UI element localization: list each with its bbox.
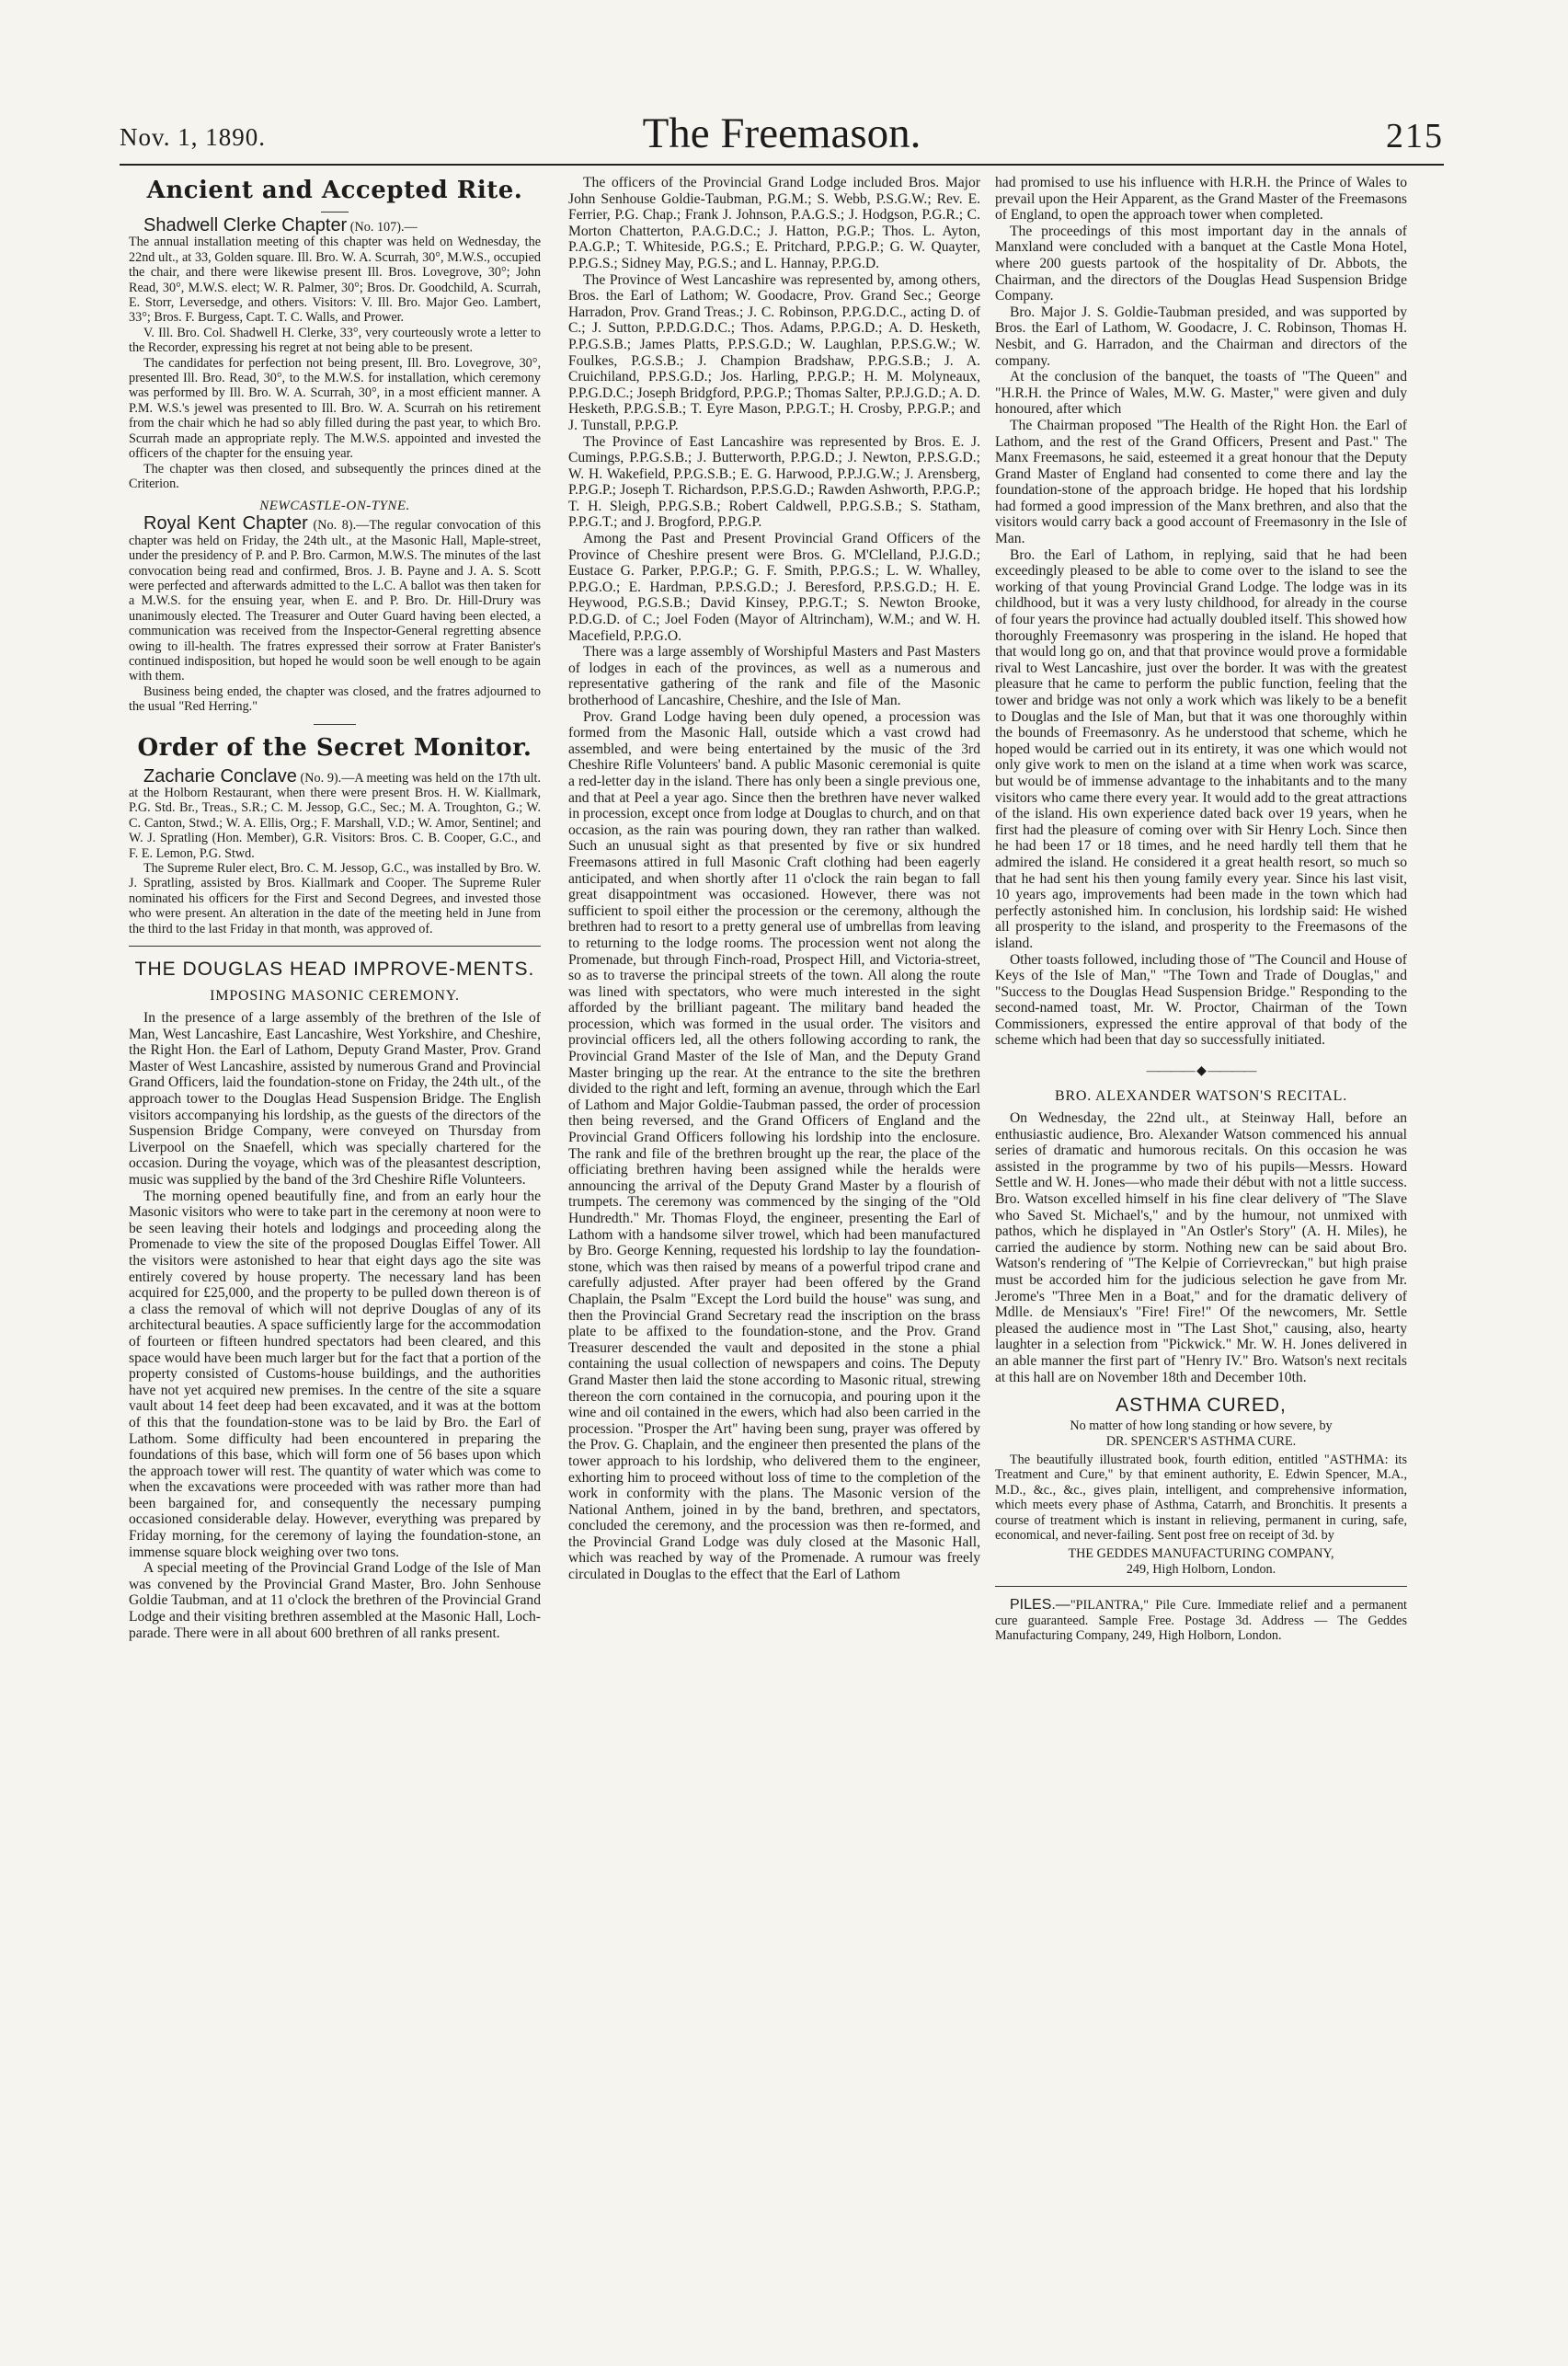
divider	[314, 724, 356, 725]
divider	[995, 1586, 1407, 1587]
zacharie-number: (No. 9).—	[296, 770, 355, 786]
advert-company: THE GEDDES MANUFACTURING COMPANY,	[1068, 1546, 1334, 1562]
ornament-divider: ———— ◆ ————	[1146, 1064, 1256, 1079]
article-subtitle: IMPOSING MASONIC CEREMONY.	[210, 988, 460, 1005]
article-paragraph: Among the Past and Present Provincial Grand Officers of the Province of Cheshire present were Bros. G. M'Clelland, P.J.G.D.; Eustace G. Parker, P.P.G.P.; G. F. Smith, P.P.G.S.; L. W. Whalley, P.P.G.O.; E. Hardman, P.P.S.G.D.; J. Beresford, P.P.S.G.D.; H. E. Heywood, P.G.S.B.; David Kinsey, P.P.G.T.; S. Newton Brooke, P.D.G.D. of C.; Joel Foden (Mayor of Altrincham), W.M.; and W. H. Macefield, P.P.G.O.	[568, 531, 980, 644]
section-title-ancient-rite: Ancient and Accepted Rite.	[146, 177, 523, 204]
article-paragraph: At the conclusion of the banquet, the toasts of "The Queen" and "H.R.H. the Prince of Wales, M.W. G. Master," were given and duly honoured, after which	[995, 369, 1407, 418]
article-paragraph: Bro. Major J. S. Goldie-Taubman presided, and was supported by Bros. the Earl of Lathom, W. Goodacre, J. C. Robinson, Thomas H. Nesbit, and G. Harradon, and the Chairman and directors of the company.	[995, 304, 1407, 369]
column-3	[995, 175, 1407, 1643]
article-title-watson-recital: BRO. ALEXANDER WATSON'S RECITAL.	[1054, 1088, 1348, 1105]
article-paragraph: Other toasts followed, including those of "The Council and House of Keys of the Isle of Man," "The Town and Trade of Douglas," and "Success to the Douglas Head Suspension Bridge." Responding to the second-named toast, Mr. W. Proctor, Chairman of the Town Commissioners, expressed the entire approval of that body of the scheme which had been that day so successfully initiated.	[995, 951, 1407, 1049]
advert-body: The beautifully illustrated book, fourth edition, entitled "ASTHMA: its Treatment and Cure," by that eminent authority, E. Edwin Spencer, M.A., M.D., &c., &c., gives plain, intelligent, and comprehensive information, which meets every phase of Asthma, Catarrh, and Bronchitis. It presents a course of treatment which is instant in relieving, permanent in curing, safe, economical, and never-failing. Sent post free on receipt of 3d. by	[995, 1452, 1407, 1543]
shadwell-paragraph: The chapter was then closed, and subsequently the princes dined at the Criterion.	[129, 461, 541, 491]
watson-paragraph: On Wednesday, the 22nd ult., at Steinway Hall, before an enthusiastic audience, Bro. Alexander Watson commenced his annual series of dramatic and humorous recitals. On this occasion he was assisted in the programme by two of his pupils—Messrs. Howard Settle and W. H. Jones—who made their début with not a little success. Bro. Watson excelled himself in his fine clear delivery of "The Slave who Saved St. Michael's," and by the humour, not unmixed with pathos, which he displayed in "An Ostler's Story" (A. H. Miles), he carried the audience by storm. Nothing new can be said about Bro. Watson's rendering of "The Kelpie of Corrievreckan," but high praise must be accorded him for the judicious selection he gave from Mr. Jerome's "Three Men in a Boat," and for the dramatic delivery of Mdlle. de Mensiaux's "Fire! Fire!" Of the newcomers, Mr. Settle pleased the audience most in "The Last Shot," causing, also, hearty laughter in a selection from "Pickwick." Mr. W. H. Jones delivered in an able manner the first part of "Henry IV." Bro. Watson's next recitals at this hall are on November 18th and December 10th.	[995, 1110, 1407, 1385]
douglas-paragraph: A special meeting of the Provincial Grand Lodge of the Isle of Man was convened by the Provincial Grand Master, Bro. John Senhouse Goldie Taubman, and at 11 o'clock the brethren of the Provincial Grand Lodge and their visiting brethren assembled at the Masonic Hall, Loch-parade. There were in all about 600 brethren of all ranks present.	[129, 1560, 541, 1641]
zacharie-paragraph: A meeting was held on the 17th ult. at the Holborn Restaurant, when there were present Bros. H. W. Kiallmark, P.G. Std. Br., Treas., S.R.; C. M. Jessop, G.C., Sec.; M. A. Troughton, G.; W. C. Canton, Stwd.; W. A. Ellis, Org.; F. Marshall, V.D.; W. Amor, Sentinel; and W. J. Spratling (Hon. Member), G.R. Visitors: Bros. C. B. Cooper, G.C., and F. E. Lemon, P.G. Stwd.	[129, 770, 542, 861]
shadwell-paragraph: V. Ill. Bro. Col. Shadwell H. Clerke, 33°, very courteously wrote a letter to the Recorder, expressing his regret at not being able to be present.	[129, 325, 541, 356]
douglas-paragraph: In the presence of a large assembly of the brethren of the Isle of Man, West Lancashire, East Lancashire, West Yorkshire, and Cheshire, the Right Hon. the Earl of Lathom, Deputy Grand Master, Prov. Grand Master of West Lancashire, assisted by numerous Grand and Provincial Grand Officers, laid the foundation-stone on Friday, the 24th ult., of the approach tower to the Douglas Head Suspension Bridge. The English visitors accompanying his lordship, as the guests of the directors of the Suspension Bridge Company, were conveyed on Thursday from Liverpool on the Snaefell, which was specially chartered for the occasion. During the voyage, which was of the pleasantest description, music was supplied by the band of the 3rd Cheshire Rifle Volunteers.	[129, 1010, 541, 1188]
article-paragraph: There was a large assembly of Worshipful Masters and Past Masters of lodges in each of the provinces, as well as a numerous and representative gathering of the rank and file of the Masonic brotherhood of Lancashire, Cheshire, and the Isle of Man.	[568, 644, 980, 708]
article-paragraph: The Chairman proposed "The Health of the Right Hon. the Earl of Lathom, and the rest of the Grand Officers, Present and Past." The Manx Freemasons, he said, esteemed it a great honour that the Deputy Grand Master of England had consented to come there and lay the foundation-stone of the approach bridge. He hoped that his lordship had formed a good impression of the Manx brethren, and also that the visitors would carry back a good account of Freemasonry in the Isle of Man.	[995, 417, 1407, 547]
shadwell-chapter-number: (No. 107).—	[347, 220, 418, 235]
advert-piles-title: PILES.—	[1010, 1597, 1070, 1614]
shadwell-paragraph: The annual installation meeting of this chapter was held on Wednesday, the 22nd ult., at 33, Golden square. Ill. Bro. W. A. Scurrah, 30°, M.W.S., occupied the chair, and there were likewise present Ill. Bros. Lovegrove, 30°; John Read, 30°, M.W.S. elect; W. R. Palmer, 30°; Bros. Dr. Goodchild, A. Scurrah, E. Storr, Leversedge, and others. Visitors: V. Ill. Bro. Major Geo. Lambert, 33°; Bros. F. Burgess, Capt. T. C. Walls, and Prower.	[129, 235, 541, 326]
advert-piles-text: "PILANTRA," Pile Cure. Immediate relief and a permanent cure guaranteed. Sample Free. Postage 3d. Address — The Geddes Manufacturing Company, 249, High Holborn, London.	[995, 1598, 1407, 1644]
section-title-secret-monitor: Order of the Secret Monitor.	[137, 733, 532, 762]
article-paragraph: had promised to use his influence with H.R.H. the Prince of Wales to prevail upon the Heir Apparent, as the Grand Master of the Freemasons of England, to open the approach tower when completed.	[995, 175, 1407, 224]
advert-line: No matter of how long standing or how severe, by	[1070, 1418, 1333, 1434]
shadwell-chapter-heading: Shadwell Clerke Chapter	[143, 215, 348, 235]
divider	[129, 946, 541, 947]
royal-kent-report	[129, 513, 542, 684]
column-1	[129, 175, 541, 1641]
zacharie-paragraph: The Supreme Ruler elect, Bro. C. M. Jessop, G.C., was installed by Bro. W. J. Spratling, assisted by Bros. Kiallmark and Cooper. The Supreme Ruler nominated his officers for the First and Second Degrees, and invested those who were present. An alteration in the date of the meeting held in June from the third to the last Friday in that month, was approved of.	[129, 861, 541, 936]
article-paragraph: The officers of the Provincial Grand Lodge included Bros. Major John Senhouse Goldie-Taubman, P.G.M.; S. Webb, P.S.G.W.; Rev. E. Ferrier, P.G. Chap.; Frank J. Johnson, P.A.G.S.; J. Hodgson, P.G.R.; C. Morton Chatterton, P.A.G.D.C.; J. Hatton, P.G.P.; Thos. L. Ayton, P.A.G.P.; T. Whiteside, P.G.S.; E. Pritchard, P.P.G.P.; G. W. Quayter, P.P.G.S.; Sidney May, P.G.S.; and L. Hannay, P.P.G.D.	[568, 175, 980, 271]
article-paragraph: The proceedings of this most important day in the annals of Manxland were concluded with a banquet at the Castle Mona Hotel, where 200 guests partook of the hospitality of Dr. Abbots, the Chairman, and the directors of the Douglas Head Suspension Bridge Company.	[995, 223, 1407, 304]
article-title-douglas-head: THE DOUGLAS HEAD IMPROVE-MENTS.	[134, 959, 535, 981]
page-number: 215	[1386, 117, 1444, 155]
advert-piles	[995, 1598, 1407, 1643]
masthead	[120, 109, 1444, 166]
zacharie-heading: Zacharie Conclave	[143, 765, 297, 787]
place-heading-newcastle: NEWCASTLE-ON-TYNE.	[259, 499, 410, 514]
royal-kent-paragraph: The regular convocation of this chapter was held on Friday, the 24th ult., at the Masonic Hall, Maple-street, under the presidency of P. and P. Bro. Carmon, M.W.S. The minutes of the last convocation being read and confirmed, Bros. J. B. Payne and J. A. S. Scott were perfected and afterwards admitted to the L.C. A ballot was then taken for a M.W.S. for the ensuing year, when E. and P. Bro. Dr. Hill-Drury was unanimously elected. The Treasurer and Outer Guard having been elected, a communication was received from the Inspector-General regretting absence owing to ill-health. The fratres expressed their sorrow at Frater Banister's continued indisposition, but hoped he would soon be well enough to be again with them.	[129, 518, 542, 684]
issue-date: Nov. 1, 1890.	[120, 123, 266, 151]
shadwell-report-intro	[129, 215, 541, 235]
royal-kent-heading: Royal Kent Chapter	[143, 513, 308, 534]
article-paragraph: Prov. Grand Lodge having been duly opened, a procession was formed from the Masonic Hall, outside which a vast crowd had assembled, and were being entertained by the music of the 3rd Cheshire Rifle Volunteers' band. A public Masonic ceremonial is quite a red-letter day in the island. There has only been a single previous one, and that at Peel a year ago. Since then the brethren have never walked in procession, except once from lodge at Douglas to church, and on that occasion, as the rain was pouring down, they ran rather than walked. Such an unusual sight as that presented by five or six hundred Freemasons attired in full Masonic Craft clothing had been eagerly anticipated, and when shortly after 11 o'clock the rain began to fall great disappointment was occasioned. However, there was not sufficient to spoil either the procession or the ceremony, although the brethren had to resort to a pretty general use of umbrellas from leaving to returning to the lodge rooms. The procession went not along the Promenade, but through Finch-road, Prospect Hill, and Victoria-street, so as to traverse the principal streets of the town. All along the route was lined with spectators, who were much interested in the sight afforded by the brilliant pageant. The military band headed the procession, which was formed in the usual order. The visitors and provincial officers led, all the others following according to rank, the Provincial Grand Master of the Isle of Man, and the Deputy Grand Master bringing up the rear. At the entrance to the site the brethren divided to the right and left, forming an avenue, through which the Earl of Lathom and Major Goldie-Taubman passed, the order of procession then being reversed, and the Grand Officers of England and the Provincial Grand Officers following his lordship into the enclosure. The rank and file of the brethren brought up the rear, the place of the officiating brethren having been assigned while the heralds were announcing the arrival of the Deputy Grand Master by a flourish of trumpets. The ceremony was commenced by the singing of the "Old Hundredth." Mr. Thomas Floyd, the engineer, presenting the Earl of Lathom with a handsome silver trowel, which had been manufactured by Bro. George Kenning, requested his lordship to lay the foundation-stone, which was then raised by means of a powerful tripod crane and carefully adjusted. After prayer had been offered by the Grand Chaplain, the Psalm "Except the Lord build the house" was sung, and then the Provincial Grand Secretary read the inscription on the brass plate to be affixed to the foundation-stone, and the Prov. Grand Treasurer descended the vault and deposited in the stone a phial containing the usual collection of newspapers and coins. The Deputy Grand Master then laid the stone according to Masonic ritual, strewing thereon the corn contained in the cornucopia, and pouring upon it the wine and oil contained in the ewers, which had also been carried in the procession. "Prosper the Art" having been sung, prayer was offered by the Prov. G. Chaplain, and the engineer then presented the plans of the tower approach to his lordship, who delivered them to the engineer, exhorting him to proceed without loss of time to the completion of the work in conformity with the plans. The Masonic version of the National Anthem, joined in by the band, brethren, and spectators, concluded the ceremony, and the procession was then re-formed, and the Provincial Grand Lodge was duly closed at the Masonic Hall, which was reached by way of the Promenade. A rumour was freely circulated in Douglas to the effect that the Earl of Lathom	[568, 708, 980, 1583]
advert-address: 249, High Holborn, London.	[1126, 1561, 1276, 1577]
advert-line: DR. SPENCER'S ASTHMA CURE.	[1105, 1433, 1297, 1449]
article-paragraph: The Province of East Lancashire was represented by Bros. E. J. Cumings, P.P.G.S.B.; J. Butterworth, P.P.G.D.; J. Newton, P.P.S.G.D.; W. H. Wakefield, P.P.G.S.B.; E. G. Harwood, P.P.J.G.W.; J. Arensberg, P.P.G.P.; Joseph T. Richardson, P.P.S.G.D.; Rawden Ashworth, P.P.G.P.; T. H. Sleigh, P.P.G.S.B.; Robert Caldwell, P.P.G.S.B.; S. Statham, P.P.G.T.; and J. Brogford, P.P.G.P.	[568, 433, 980, 531]
shadwell-paragraph: The candidates for perfection not being present, Ill. Bro. Lovegrove, 30°, presented Ill. Bro. Read, 30°, to the M.W.S. for installation, which ceremony was performed by Ill. Bro. W. A. Scurrah, 30°, in a most efficient manner. A P.M. W.S.'s jewel was presented to Ill. Bro. W. A. Scurrah on his retirement from the chair which he had so ably filled during the past year, to which Bro. Scurrah made an appropriate reply. The M.W.S. appointed and invested the officers of the chapter for the ensuing year.	[129, 355, 541, 462]
article-paragraph: Bro. the Earl of Lathom, in replying, said that he had been exceedingly pleased to be able to come over to the island to see the working of that young Provincial Grand Lodge. The lodge was in its childhood, but it was a very lusty childhood, for already in the course of four years the province had actually doubled itself. This showed how thoroughly Freemasonry was prospering in the island. He hoped that that would long go on, and that that province would prove a formidable rival to West Lancashire, just over the border. It was with the greatest pleasure that he came to perform the public function, feeling that the tower and bridge was not only a work which was likely to be a benefit to Douglas and the Isle of Man, but that it was one thoroughly within the bounds of Freemasonry. As he understood that scheme, which he hoped would be carried out in its entirety, it was one which would not only give work to men on the island at a time when work was scarce, but would be of immense advantage to the inhabitants and to the many visitors who came there every year. It would add to the great attractions of the island. His own experience dated back over 19 years, when he first had the pleasure of coming over with Sir Henry Loch. Since then he had been 17 or 18 times, and he need hardly tell them that he admired the island. He considered it a great health resort, so much so that he had sent his then young family every year. Since his last visit, 10 years ago, improvements had been made in the town which had perfectly astonished him. In conclusion, his lordship said: He wished all prosperity to the island, and prosperity to the Freemasons of the island.	[995, 546, 1407, 951]
douglas-paragraph: The morning opened beautifully fine, and from an early hour the Masonic visitors who were to take part in the ceremony at noon were to be seen leaving their hotels and lodgings and proceeding along the Promenade to view the site of the proposed Douglas Eiffel Tower. All the visitors were astonished to hear that eight days ago the site was entirely covered by house property. The necessary land has been acquired for £25,000, and the property to be pulled down thereon is of a class the removal of which will not deprive Douglas of any of its architectural beauties. A space sufficiently large for the accommodation of fourteen or fifteen hundred spectators had been cleared, and this space would have been much larger but for the fact that a portion of the property consisted of Customs-house buildings, and the authorities have not yet acquired new premises. In the centre of the site a square vault about 14 feet deep had been excavated, and it was at the bottom of this that the foundation-stone was to be laid by Bro. the Earl of Lathom. Some difficulty had been encountered in preparing the foundations of this base, which will form one of 56 bases upon which the approach tower will rest. The quantity of water which was come to when the excavations were proceeded with was rather more than had been bargained for, and consequently the necessary pumping occasioned considerable delay. However, everything was prepared by Friday morning, for the ceremony of laying the foundation-stone, an immense square block weighing over two tons.	[129, 1188, 541, 1560]
column-2	[568, 175, 980, 1583]
advert-title-asthma: ASTHMA CURED,	[1116, 1395, 1287, 1417]
newspaper-title: The Freemason.	[642, 109, 921, 157]
royal-kent-paragraph: Business being ended, the chapter was closed, and the fratres adjourned to the usual "Red Herring."	[129, 683, 541, 715]
article-paragraph: The Province of West Lancashire was represented by, among others, Bros. the Earl of Lathom; W. Goodacre, Prov. Grand Sec.; George Harradon, Prov. Grand Treas.; J. C. Robinson, P.P.G.D.C., acting D. of C.; J. Sutton, P.P.D.G.D.C.; Thos. Adams, P.P.G.D.; A. D. Hesketh, P.P.G.S.B.; James Platts, P.P.S.G.D.; W. Laughlan, P.P.S.G.W.; W. Foulkes, P.G.S.B.; J. Champion Bradshaw, P.P.G.S.B.; J. A. Cruichiland, P.P.S.G.D.; Jos. Harling, P.P.G.P.; H. M. Molyneaux, P.P.G.D.C.; Joseph Bridgford, P.P.G.P.; Thomas Salter, P.P.J.G.D.; A. D. Hesketh, P.P.G.S.B.; T. Eyre Mason, P.P.G.T.; H. Crosby, P.P.G.P.; and J. Tunstall, P.P.G.P.	[568, 271, 980, 433]
royal-kent-number: (No. 8).—	[307, 518, 370, 534]
zacharie-report	[129, 765, 542, 861]
